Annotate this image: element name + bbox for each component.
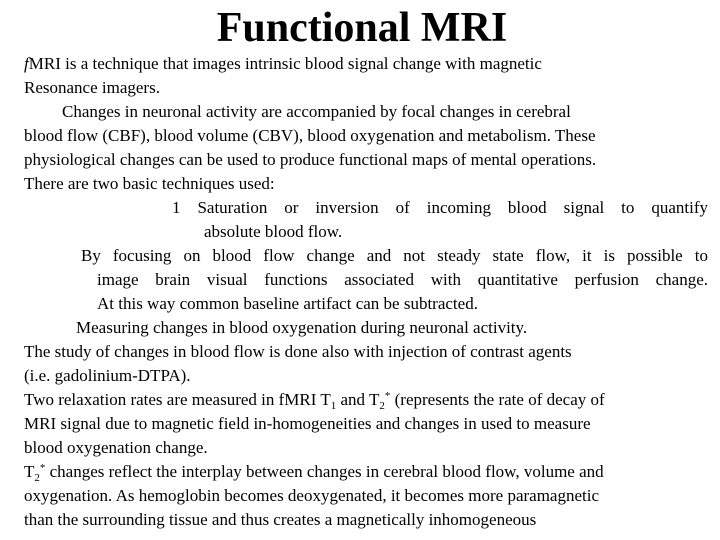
text-line-18-sup: *: [39, 462, 46, 474]
page-title: [0, 4, 720, 52]
text-line-15: [24, 388, 605, 412]
text-line-18-sub: 2: [34, 472, 40, 484]
text-line-18-a: T: [24, 462, 35, 481]
page-title-text: Functional MRI: [216, 5, 508, 51]
text-line-12: Measuring changes in blood oxygenation during neuronal activity.: [76, 318, 528, 337]
text-line-13: The study of changes in blood flow is done also with injection of contrast agents: [24, 342, 572, 361]
text-line-9: By focusing on blood flow change and not steady state flow, it is possible to: [81, 246, 708, 265]
text-line-1-italic: f: [24, 54, 29, 73]
text-line-15-b: and T: [336, 390, 380, 409]
text-line-15-a: Two relaxation rates are measured in fMRI T: [24, 390, 331, 409]
text-line-15-sub1: 1: [330, 400, 337, 412]
text-line-11: At this way common baseline artifact can be subtracted.: [97, 294, 478, 313]
text-line-16: MRI signal due to magnetic field in-homogeneities and changes in used to measure: [24, 414, 591, 433]
text-line-18-b: changes reflect the interplay between changes in cerebral blood flow, volume and: [45, 462, 604, 481]
text-line-4: blood flow (CBF), blood volume (CBV), blood oxygenation and metabolism. These: [24, 126, 596, 145]
text-line-15-sup: *: [384, 390, 391, 402]
text-line-17: blood oxygenation change.: [24, 438, 208, 457]
text-line-8: absolute blood flow.: [204, 222, 343, 241]
text-line-1: [24, 52, 542, 76]
text-line-15-sub2: 2: [379, 400, 385, 412]
text-line-3: Changes in neuronal activity are accompanied by focal changes in cerebral: [62, 102, 571, 121]
text-line-18: [24, 460, 604, 484]
text-line-20: than the surrounding tissue and thus creates a magnetically inhomogeneous: [24, 510, 537, 529]
text-line-6: There are two basic techniques used:: [24, 174, 275, 193]
text-line-19: oxygenation. As hemoglobin becomes deoxygenated, it becomes more paramagnetic: [24, 486, 599, 505]
text-line-7: 1 Saturation or inversion of incoming blood signal to quantify: [172, 198, 708, 217]
text-line-1-rest: MRI is a technique that images intrinsic blood signal change with magnetic: [28, 54, 542, 73]
text-line-15-c: (represents the rate of decay of: [390, 390, 605, 409]
text-line-2: Resonance imagers.: [24, 78, 160, 97]
text-line-5: physiological changes can be used to produce functional maps of mental operations.: [24, 150, 597, 169]
text-line-10: image brain visual functions associated with quantitative perfusion change.: [97, 270, 708, 289]
text-line-14: (i.e. gadolinium-DTPA).: [24, 366, 191, 385]
